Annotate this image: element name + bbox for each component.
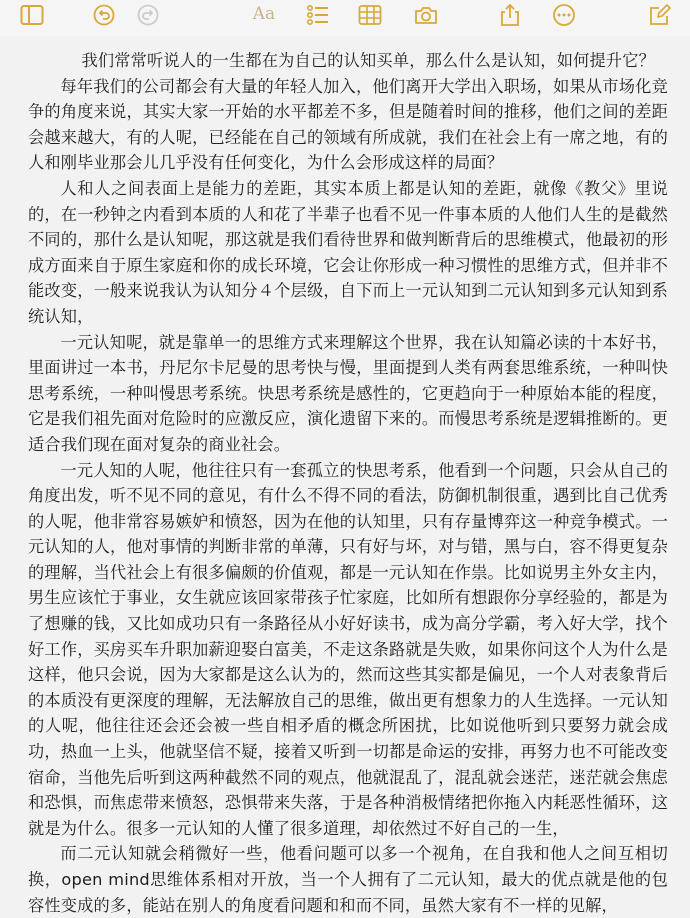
note-paragraph-3: 人和人之间表面上是能力的差距，其实本质上都是认知的差距，就像《教父》里说的，在一秒钟之内看到本质的人和花了半辈子也看不见一件事本质的人他们人生的是截然不同的，那什么是认知呢，那这就是我们看待世界和做判断背后的思维模式，他最初的形成方面来自于原生家庭和你的成长环境，它会让你形成一种习惯性的思维方式，但并非不能改变，一般来说我认为认知分４个层级，自下而上一元认知到二元认知到多元认知到系统认知，: [28, 178, 668, 326]
format-text-icon[interactable]: [252, 2, 276, 26]
note-paragraph-6: 而二元认知就会稍微好一些，他看问题可以多一个视角，在自我和他人之间互相切换，open mind思维体系相对开放，当一个人拥有了二元认知，最大的优点就是他的包容性变成的多，能站在别人的角度看问题和和而不同，虽然大家有不一样的见解，: [28, 844, 668, 915]
note-body[interactable]: [28, 48, 668, 918]
camera-icon[interactable]: [414, 3, 438, 27]
redo-icon[interactable]: [136, 3, 160, 27]
share-icon[interactable]: [498, 3, 522, 27]
compose-icon[interactable]: [648, 3, 672, 27]
sidebar-toggle-icon[interactable]: [20, 3, 44, 27]
notes-toolbar: [0, 0, 690, 36]
undo-icon[interactable]: [92, 3, 116, 27]
checklist-icon[interactable]: [306, 3, 330, 27]
more-icon[interactable]: [552, 3, 576, 27]
format-label: Aa: [252, 4, 276, 24]
note-paragraph-4: 一元认知呢，就是靠单一的思维方式来理解这个世界，我在认知篇必读的十本好书，里面讲过一本书，丹尼尔卡尼曼的思考快与慢，里面提到人类有两套思维系统，一种叫快思考系统，一种叫慢思考系统。快思考系统是感性的，它更趋向于一种原始本能的程度，它是我们祖先面对危险时的应激反应，演化遗留下来的。而慢思考系统是逻辑推断的。更适合我们现在面对复杂的商业社会。: [28, 332, 668, 454]
note-paragraph-1: 我们常常听说人的一生都在为自己的认知买单，那么什么是认知，如何提升它？: [81, 51, 656, 70]
note-paragraph-2: 每年我们的公司都会有大量的年轻人加入，他们离开大学出入职场，如果从市场化竞争的角度来说，其实大家一开始的水平都差不多，但是随着时间的推移，他们之间的差距会越来越大，有的人呢，已经能在自己的领域有所成就，我们在社会上有一席之地，有的人和刚毕业那会儿几乎没有任何变化，为什么会形成这样的局面？: [28, 76, 668, 173]
table-icon[interactable]: [358, 3, 382, 27]
note-paragraph-5: 一元人知的人呢，他往往只有一套孤立的快思考系，他看到一个问题，只会从自己的角度出发，听不见不同的意见，有什么不得不同的看法，防御机制很重，遇到比自己优秀的人呢，他非常容易嫉妒和愤怒，因为在他的认知里，只有存量博弈这一种竞争模式。一元认知的人，他对事情的判断非常的单薄，只有好与坏，对与错，黑与白，容不得更复杂的理解，当代社会上有很多偏颇的价值观，都是一元认知在作祟。比如说男主外女主内，男生应该忙于事业，女生就应该回家带孩子忙家庭，比如所有想跟你分享经验的，都是为了想赚的钱，又比如成功只有一条路径从小好好读书，成为高分学霸，考入好大学，找个好工作，买房买车升职加薪迎娶白富美，不走这条路就是失败，如果你问这个人为什么是这样，他只会说，因为大家都是这么认为的，然而这些其实都是偏见，一个人对表象背后的本质没有更深度的理解，无法解放自己的思维，做出更有想象力的人生选择。一元认知的人呢，他往往还会还会被一些自相矛盾的概念所困扰，比如说他听到只要努力就会成功，热血一上头，他就坚信不疑，接着又听到一切都是命运的安排，再努力也不可能改变宿命，当他先后听到这两种截然不同的观点，他就混乱了，混乱就会迷茫，迷茫就会焦虑和恐惧，而焦虑带来愤怒，恐惧带来失落，于是各种消极情绪把你拖入内耗恶性循环，这就是为什么。很多一元认知的人懂了很多道理，却依然过不好自己的一生，: [28, 460, 668, 838]
